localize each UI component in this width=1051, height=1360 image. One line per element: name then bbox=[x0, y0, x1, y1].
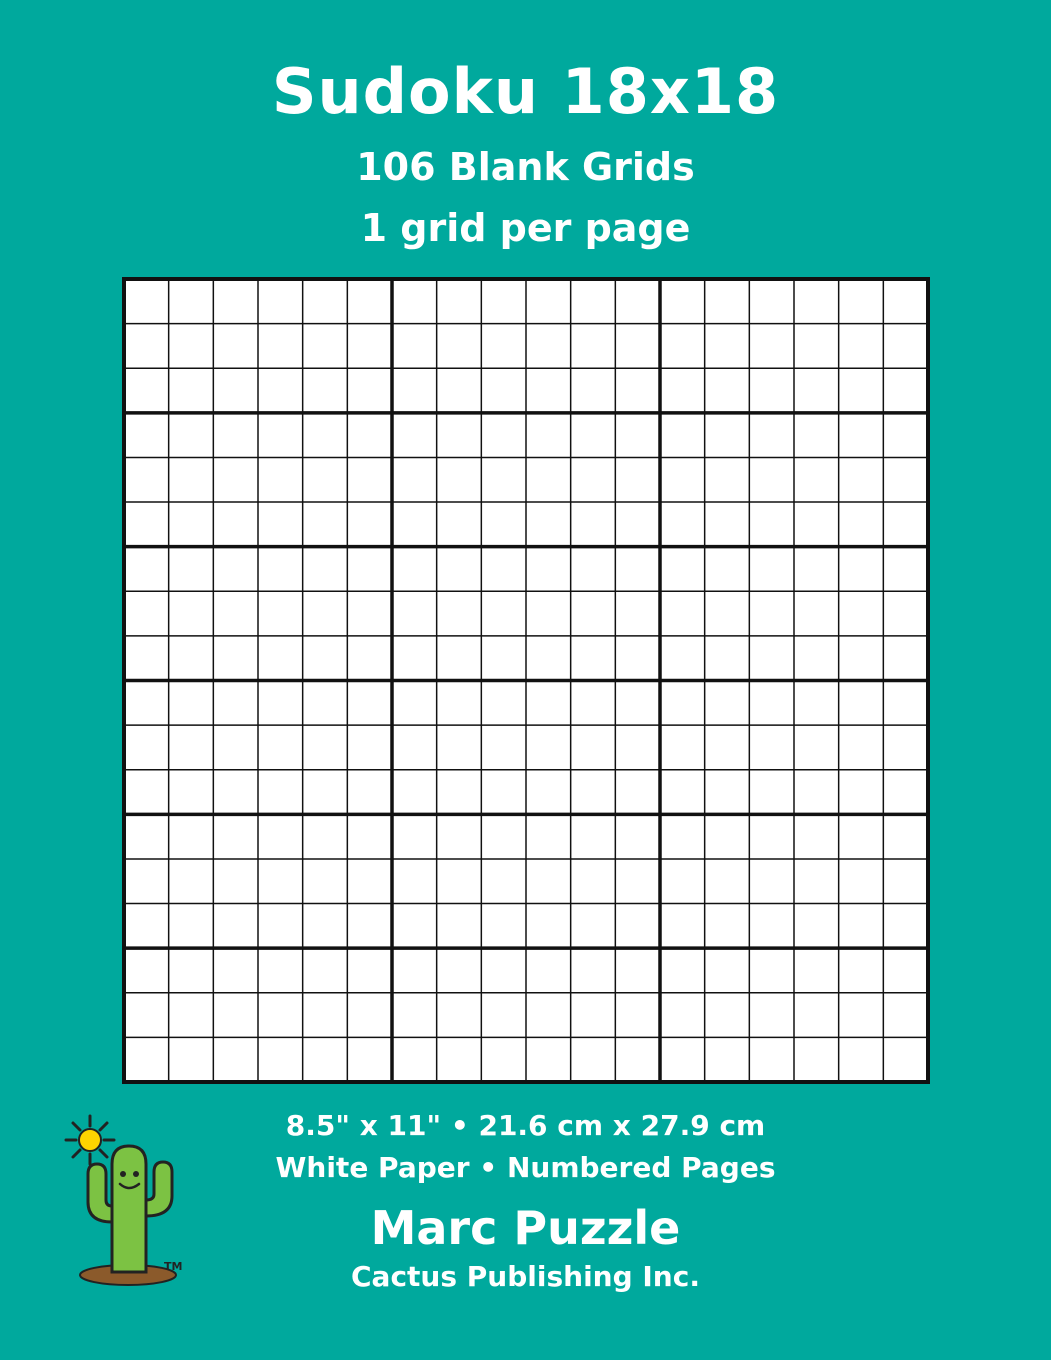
cactus-sun-icon bbox=[60, 1112, 200, 1292]
book-subtitle: 106 Blank Grids bbox=[356, 145, 695, 189]
sudoku-grid-svg bbox=[122, 277, 930, 1084]
trademark-mark: TM bbox=[164, 1260, 183, 1273]
author-name: Marc Puzzle bbox=[370, 1201, 681, 1255]
book-tagline: 1 grid per page bbox=[360, 206, 691, 250]
paper-info: White Paper • Numbered Pages bbox=[275, 1151, 776, 1184]
sudoku-grid bbox=[122, 277, 930, 1084]
book-dimensions: 8.5" x 11" • 21.6 cm x 27.9 cm bbox=[285, 1109, 766, 1142]
book-title: Sudoku 18x18 bbox=[271, 55, 780, 128]
publisher-name: Cactus Publishing Inc. bbox=[351, 1260, 700, 1293]
